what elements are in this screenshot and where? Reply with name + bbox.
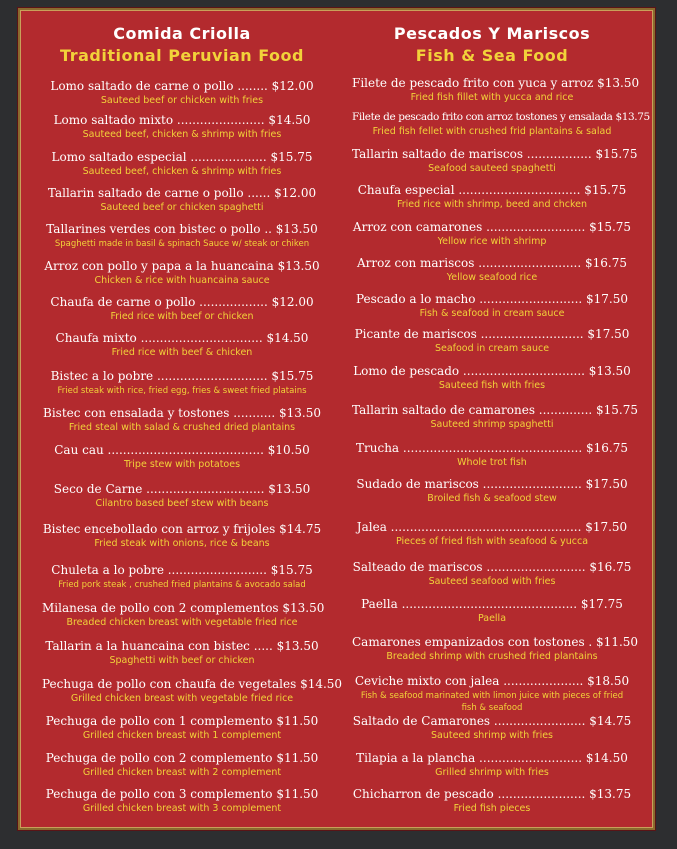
menu-item-name: Tallarin saltado de camarones .............. $15.75 xyxy=(352,403,638,417)
menu-item-description: Fried fish fellet with crushed frid plantains & salad xyxy=(372,126,612,137)
menu-item-description: Sauteed beef, chicken & shrimp with fries xyxy=(82,129,282,140)
menu-item xyxy=(42,787,322,815)
comida-criolla-column xyxy=(42,10,343,814)
left-title: Comida Criolla xyxy=(113,24,251,43)
menu-item xyxy=(352,751,632,779)
menu-item-name: Chaufa especial ................................ $15.75 xyxy=(357,183,627,197)
menu-item-description: Cilantro based beef stew with beans xyxy=(95,498,269,509)
menu-item xyxy=(42,714,322,742)
menu-item xyxy=(352,787,632,815)
menu-item xyxy=(352,714,632,742)
menu-item-name: Arroz con pollo y papa a la huancaina $13.50 xyxy=(44,259,320,273)
menu-item-name: Chaufa mixto ................................ $14.50 xyxy=(55,331,309,345)
menu-item xyxy=(42,259,322,287)
menu-item-name: Camarones empanizados con tostones . $11.50 xyxy=(352,635,639,649)
menu-item-name: Filete de pescado frito con arroz tostones y ensalada $13.75 xyxy=(352,111,650,123)
menu-item-description: Sauteed shrimp spaghetti xyxy=(430,419,554,430)
menu-item-name: Arroz con mariscos ........................... $16.75 xyxy=(357,256,627,270)
menu-item xyxy=(42,677,343,705)
menu-item-description: Fish & seafood marinated with limon juice with pieces of fried fish & seafood xyxy=(360,691,624,713)
menu-item-description: Breaded chicken breast with vegetable fried rice xyxy=(66,617,298,628)
menu-item xyxy=(42,295,322,323)
menu-item xyxy=(352,147,638,175)
menu-item-name: Arroz con camarones .......................... $15.75 xyxy=(352,220,632,234)
menu-item-description: Seafood sauteed spaghetti xyxy=(428,163,556,174)
menu-item-description: Grilled chicken breast with 1 complement xyxy=(82,730,282,741)
menu-item-description: Pieces of fried fish with seafood & yucca xyxy=(395,536,589,547)
menu-item-name: Picante de mariscos ........................... $17.50 xyxy=(354,327,630,341)
menu-item-description: Grilled chicken breast with 3 complement xyxy=(82,803,282,814)
menu-item-description: Sauteed seafood with fries xyxy=(428,576,556,587)
menu-item xyxy=(42,186,322,214)
menu-item xyxy=(42,639,322,667)
menu-item xyxy=(352,183,632,211)
menu-item xyxy=(352,256,632,284)
menu-item-name: Lomo saltado de carne o pollo ........ $12.00 xyxy=(50,79,314,93)
menu-item xyxy=(352,110,650,138)
menu-item-description: Grilled chicken breast with vegetable fried rice xyxy=(70,693,294,704)
menu-item-name: Trucha ............................................... $16.75 xyxy=(356,441,628,455)
menu-item-description: Fish & seafood in cream sauce xyxy=(419,308,565,319)
menu-item-name: Pechuga de pollo con 1 complemento $11.50 xyxy=(45,714,319,728)
menu-item xyxy=(42,369,322,397)
menu-item xyxy=(352,520,632,548)
menu-item-description: Chicken & rice with huancaina sauce xyxy=(94,275,270,286)
menu-item-name: Pechuga de pollo con chaufa de vegetales $14.50 xyxy=(42,677,343,691)
menu-item xyxy=(352,441,632,469)
menu-item-description: Broiled fish & seafood stew xyxy=(427,493,557,504)
menu-item xyxy=(352,597,632,625)
menu-item xyxy=(42,222,322,250)
menu-item-description: Yellow rice with shrimp xyxy=(437,236,547,247)
menu-item-name: Ceviche mixto con jalea ..................... $18.50 xyxy=(354,674,630,688)
menu-item-name: Saltado de Camarones ........................ $14.75 xyxy=(352,714,632,728)
menu-item xyxy=(352,364,632,392)
pescados-column xyxy=(352,10,650,814)
menu-item-description: Fried steak with rice, fried egg, fries & sweet fried platains xyxy=(57,386,307,396)
menu-item-description: Breaded shrimp with crushed fried plantains xyxy=(386,651,598,662)
menu-item xyxy=(42,150,322,178)
menu-item-name: Seco de Carne ............................... $13.50 xyxy=(53,482,311,496)
menu-item-name: Milanesa de pollo con 2 complementos $13.50 xyxy=(42,601,325,615)
menu-item-name: Tilapia a la plancha ........................... $14.50 xyxy=(356,751,628,765)
menu-item xyxy=(42,482,322,510)
menu-item xyxy=(42,601,325,629)
menu-item xyxy=(42,79,322,107)
menu-item-name: Pechuga de pollo con 3 complemento $11.50 xyxy=(45,787,319,801)
menu-item xyxy=(352,220,632,248)
menu-item xyxy=(42,113,322,141)
menu-item xyxy=(352,327,632,355)
menu-item-name: Filete de pescado frito con yuca y arroz $13.50 xyxy=(352,76,640,90)
menu-item-name: Chaufa de carne o pollo .................. $12.00 xyxy=(50,295,314,309)
menu-item xyxy=(42,751,322,779)
menu-item-description: Fried fish fillet with yucca and rice xyxy=(410,92,574,103)
menu-item-description: Sauteed beef or chicken with fries xyxy=(100,95,264,106)
menu-item-name: Lomo de pescado ................................ $13.50 xyxy=(353,364,631,378)
menu-item xyxy=(352,635,639,663)
menu-item-name: Pechuga de pollo con 2 complemento $11.50 xyxy=(45,751,319,765)
menu-item xyxy=(42,563,322,591)
menu-item-name: Bistec a lo pobre ............................. $15.75 xyxy=(50,369,314,383)
menu-item-name: Paella .............................................. $17.75 xyxy=(361,597,623,611)
right-title: Pescados Y Mariscos xyxy=(393,24,591,43)
menu-item-name: Bistec encebollado con arroz y frijoles $14.75 xyxy=(42,522,322,536)
menu-item-description: Spaghetti with beef or chicken xyxy=(109,655,255,666)
menu-item-name: Bistec con ensalada y tostones ........... $13.50 xyxy=(43,406,321,420)
menu-item xyxy=(352,477,632,505)
menu-item-name: Salteado de mariscos .......................... $16.75 xyxy=(352,560,632,574)
menu-item-description: Sauteed fish with fries xyxy=(438,380,546,391)
menu-item-name: Sudado de mariscos .......................... $17.50 xyxy=(356,477,628,491)
menu-item-name: Tallarin saltado de mariscos ................. $15.75 xyxy=(352,147,638,161)
menu-item-description: Fried rice with beef & chicken xyxy=(111,347,253,358)
menu-item-description: Spaghetti made in basil & spinach Sauce w/ steak or chiken xyxy=(54,239,310,249)
menu-item-description: Fried fish pieces xyxy=(453,803,531,814)
menu-item-description: Sauteed beef, chicken & shrimp with fries xyxy=(82,166,282,177)
menu-item xyxy=(42,443,322,471)
menu-item-description: Whole trot fish xyxy=(457,457,527,468)
left-heading xyxy=(42,23,322,67)
menu-item xyxy=(42,522,322,550)
menu-item-name: Tallarin a la huancaina con bistec ..... $13.50 xyxy=(45,639,319,653)
menu-item-description: Fried pork steak , crushed fried plantains & avocado salad xyxy=(58,580,306,590)
menu-item-description: Sauteed shrimp with fries xyxy=(430,730,553,741)
menu-item-description: Tripe stew with potatoes xyxy=(123,459,241,470)
menu-item xyxy=(42,331,322,359)
menu-item-name: Lomo saltado especial .................... $15.75 xyxy=(51,150,313,164)
menu-board xyxy=(18,8,655,830)
menu-item-description: Seafood in cream sauce xyxy=(434,343,550,354)
menu-item-description: Fried rice with shrimp, beed and chcken xyxy=(396,199,588,210)
right-subtitle: Fish & Sea Food xyxy=(415,46,569,65)
menu-item-description: Fried steak with onions, rice & beans xyxy=(94,538,270,549)
menu-item xyxy=(352,560,632,588)
menu-item-description: Grilled chicken breast with 2 complement xyxy=(82,767,282,778)
menu-item-name: Tallarines verdes con bistec o pollo .. $13.50 xyxy=(46,222,318,236)
menu-item-description: Grilled shrimp with fries xyxy=(435,767,549,778)
menu-item xyxy=(352,292,632,320)
menu-item-name: Tallarin saltado de carne o pollo ...... $12.00 xyxy=(47,186,317,200)
menu-item xyxy=(352,674,632,714)
menu-item-description: Paella xyxy=(477,613,507,624)
menu-item-name: Chicharron de pescado ....................... $13.75 xyxy=(352,787,632,801)
menu-item-name: Pescado a lo macho ........................... $17.50 xyxy=(355,292,629,306)
menu-item xyxy=(42,406,322,434)
menu-item xyxy=(352,76,640,104)
menu-item-description: Sauteed beef or chicken spaghetti xyxy=(100,202,264,213)
menu-item-description: Fried rice with beef or chicken xyxy=(110,311,254,322)
menu-item-description: Fried steal with salad & crushed dried plantains xyxy=(68,422,296,433)
menu-item-description: Yellow seafood rice xyxy=(446,272,538,283)
menu-item-name: Jalea .................................................. $17.50 xyxy=(356,520,628,534)
menu-item xyxy=(352,403,638,431)
menu-item-name: Cau cau ......................................... $10.50 xyxy=(54,443,310,457)
left-subtitle: Traditional Peruvian Food xyxy=(60,46,304,65)
menu-item-name: Lomo saltado mixto ....................... $14.50 xyxy=(53,113,311,127)
menu-item-name: Chuleta a lo pobre .......................... $15.75 xyxy=(51,563,313,577)
right-heading xyxy=(352,23,632,67)
